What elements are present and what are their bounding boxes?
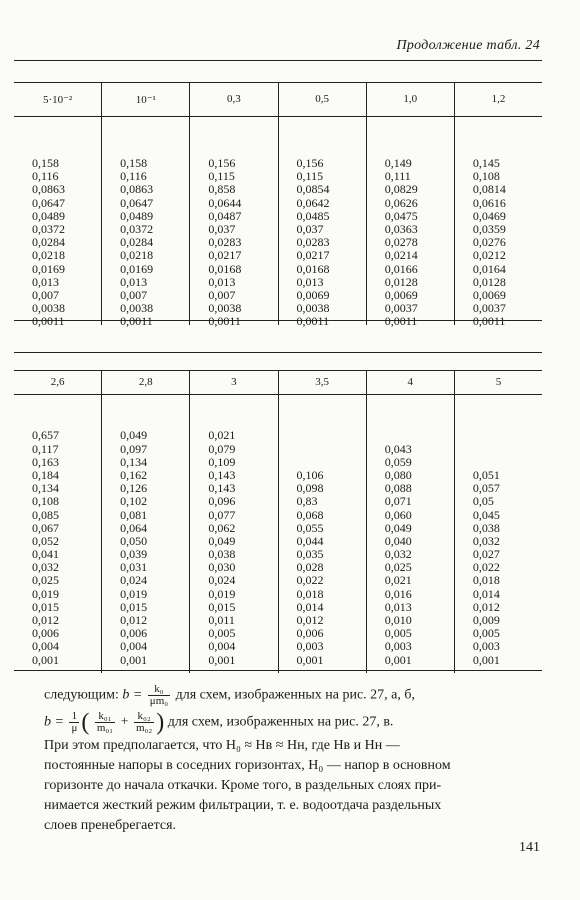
column-header: 3,5 [278, 370, 366, 394]
table-cell [279, 403, 366, 416]
table-cell: 0,0038 [32, 301, 65, 316]
paragraph-line: При этом предполагается, что H₀ ≈ Hв ≈ Hн, где Hв и Hн — [44, 738, 400, 753]
table-cell: 0,098 [296, 481, 324, 496]
column-header: 2,6 [50, 376, 65, 388]
table-cell: 0,102 [120, 494, 148, 509]
table-cell: 0,0038 [120, 301, 154, 316]
table-cell: 0,025 [32, 573, 59, 588]
table-cell: 0,0168 [296, 261, 330, 276]
table-cell: 0,037 [296, 221, 324, 236]
table-cell: 0,059 [384, 454, 412, 469]
table-cell: 0,001 [208, 652, 236, 667]
table-cell: 0,0644 [208, 195, 242, 210]
table-cell: 0,001 [296, 652, 324, 667]
table-upper-top-rule [14, 82, 542, 83]
table-cell: 0,014 [472, 586, 500, 601]
table-cell: 0,108 [32, 494, 59, 509]
table-cell: 0,006 [296, 626, 324, 641]
table-cell: 0,049 [384, 520, 412, 535]
table-cell [279, 416, 366, 429]
table-cell: 0,0284 [120, 235, 154, 250]
table-cell: 0,068 [296, 507, 324, 522]
table-cell [367, 416, 454, 429]
table-cell: 0,0647 [120, 195, 154, 210]
table-cell: 0,162 [120, 467, 148, 482]
paragraph-line: постоянные напоры в соседних горизонтах, H₀ — напор в основном [44, 758, 451, 773]
table-cell: 0,115 [296, 169, 324, 184]
table-cell: 0,050 [120, 533, 148, 548]
table-cell: 0,085 [32, 507, 59, 522]
table-cell: 0,0218 [32, 248, 65, 263]
table-lower [14, 370, 542, 673]
table-cell: 0,038 [472, 520, 500, 535]
table-cell: 0,041 [32, 547, 59, 562]
table-cell: 0,0642 [296, 195, 330, 210]
table-cell: 0,032 [472, 533, 500, 548]
table-cell: 0,081 [120, 507, 148, 522]
table-cell: 0,043 [384, 441, 412, 456]
table-cell: 0,0011 [472, 314, 506, 329]
table-cell: 0,0372 [120, 221, 154, 236]
table-cell: 0,0485 [296, 208, 330, 223]
table-cell: 0,057 [472, 481, 500, 496]
column-header: 0,5 [278, 82, 366, 116]
table-cell: 0,0278 [384, 235, 418, 250]
table-cell: 0,015 [120, 599, 148, 614]
table-cell [279, 456, 366, 469]
table-cell: 0,038 [208, 547, 236, 562]
table-upper-body [14, 117, 542, 329]
table-cell: 0,021 [384, 573, 412, 588]
table-cell: 0,0038 [208, 301, 242, 316]
table-cell: 0,018 [296, 586, 324, 601]
table-cell: 0,0128 [384, 274, 418, 289]
table-cell: 0,106 [296, 467, 324, 482]
table-cell: 0,0166 [384, 261, 418, 276]
table-cell: 0,0647 [32, 195, 65, 210]
paragraph-line: горизонте до начала откачки. Кроме того, в раздельных слоях при- [44, 778, 442, 793]
table-cell: 0,158 [32, 156, 59, 170]
table-cell: 0,013 [32, 274, 59, 289]
table-cell: 0,0863 [32, 182, 65, 197]
table-column [366, 117, 454, 329]
table-cell: 0,0863 [120, 182, 154, 197]
table-cell: 0,001 [384, 652, 412, 667]
table-cell: 0,025 [384, 560, 412, 575]
table-cell: 0,049 [208, 533, 236, 548]
table-cell: 0,031 [120, 560, 148, 575]
table-cell: 0,0284 [32, 235, 65, 250]
table-lower-top-rule [14, 370, 542, 371]
table-cell: 0,027 [472, 547, 500, 562]
page-number: 141 [519, 840, 540, 855]
table-cell: 0,088 [384, 481, 412, 496]
table-cell: 0,0011 [384, 314, 418, 329]
table-cell [279, 429, 366, 442]
table-cell: 0,062 [208, 520, 236, 535]
table-cell: 0,149 [384, 156, 412, 170]
table-cell: 0,022 [472, 560, 500, 575]
table-cell: 0,040 [384, 533, 412, 548]
table-column [14, 395, 101, 673]
table-cell: 0,080 [384, 467, 412, 482]
table-cell: 0,016 [384, 586, 412, 601]
table-cell: 0,006 [32, 626, 59, 641]
table-column [189, 395, 277, 673]
table-column [189, 117, 277, 329]
table-cell: 0,184 [32, 467, 59, 482]
column-header: 5·10⁻² [42, 93, 73, 106]
table-cell: 0,0214 [384, 248, 418, 263]
table-cell: 0,001 [32, 652, 59, 667]
table-column [454, 395, 542, 673]
table-cell: 0,012 [472, 599, 500, 614]
table-cell: 0,143 [208, 481, 236, 496]
table-cell [190, 403, 277, 416]
table-cell: 0,030 [208, 560, 236, 575]
table-cell: 0,012 [120, 613, 148, 627]
table-cell: 0,0037 [472, 301, 506, 316]
table-cell: 0,126 [120, 481, 148, 496]
table-cell: 0,158 [120, 156, 148, 170]
table-cell: 0,004 [208, 639, 236, 654]
table-column [278, 117, 366, 329]
table-cell [455, 403, 542, 416]
table-column [101, 117, 189, 329]
table-cell: 0,010 [384, 613, 412, 627]
table-upper-header [14, 82, 542, 117]
table-cell: 0,0359 [472, 221, 506, 236]
table-cell: 0,0372 [32, 221, 65, 236]
table-cell: 0,049 [120, 428, 148, 443]
column-header: 0,3 [189, 82, 277, 116]
table-cell: 0,004 [32, 639, 59, 654]
table-cell: 0,003 [296, 639, 324, 654]
column-header: 2,8 [101, 370, 189, 394]
table-cell: 0,003 [384, 639, 412, 654]
table-cell: 0,028 [296, 560, 324, 575]
column-header: 5 [454, 370, 542, 394]
table-cell: 0,018 [472, 573, 500, 588]
table-cell: 0,143 [208, 467, 236, 482]
table-cell: 0,134 [32, 481, 59, 496]
table-cell: 0,044 [296, 533, 324, 548]
table-cell: 0,013 [384, 599, 412, 614]
table-cell: 0,013 [296, 274, 324, 289]
table-cell [367, 403, 454, 416]
table-cell: 0,0169 [32, 261, 65, 276]
table-cell: 0,019 [120, 586, 148, 601]
table-cell: 0,0069 [384, 287, 418, 302]
table-cell: 0,007 [208, 287, 236, 302]
table-cell [279, 443, 366, 456]
table-lower-bottom-rule [14, 670, 542, 671]
table-upper-bottom-rule [14, 320, 542, 321]
table-cell: 0,055 [296, 520, 324, 535]
table-cell: 0,0011 [208, 314, 241, 329]
table-lower-body [14, 395, 542, 673]
paragraph-line: слоев пренебрегается. [44, 818, 177, 833]
table-cell: 0,0626 [384, 195, 418, 210]
table-cell: 0,0212 [472, 248, 506, 263]
table-cell: 0,0283 [296, 235, 330, 250]
table-cell: 0,0217 [296, 248, 330, 263]
table-cell: 0,858 [208, 182, 236, 197]
table-cell: 0,0038 [296, 301, 330, 316]
table-cell: 0,156 [296, 156, 324, 170]
table-cell: 0,097 [120, 441, 148, 456]
table-column [101, 395, 189, 673]
fraction-k0-mu-m0: $\frac{\text{k₀}}{\text{μm₀}}$ [149, 683, 169, 707]
column-header: 3 [189, 370, 277, 394]
table-cell: 0,079 [208, 441, 236, 456]
column-header: 10⁻¹ [101, 82, 189, 116]
table-upper [14, 82, 542, 329]
table-cell: 0,005 [472, 626, 500, 641]
table-cell [455, 443, 542, 456]
table-cell: 0,0829 [384, 182, 418, 197]
table-cell [455, 456, 542, 469]
table-cell [102, 403, 189, 416]
table-cell: 0,021 [208, 428, 236, 443]
table-column [366, 395, 454, 673]
table-cell: 0,0164 [472, 261, 506, 276]
table-cell: 0,0363 [384, 221, 418, 236]
table-cell: 0,0128 [472, 274, 506, 289]
table-cell: 0,051 [472, 467, 500, 482]
table-cell: 0,0487 [208, 208, 242, 223]
table-cell: 0,83 [296, 494, 318, 509]
table-cell: 0,019 [208, 586, 236, 601]
table-cell: 0,108 [472, 169, 500, 184]
table-cell: 0,067 [32, 520, 59, 535]
table-cell: 0,060 [384, 507, 412, 522]
table-cell: 0,0169 [120, 261, 154, 276]
table-cell: 0,0276 [472, 235, 506, 250]
table-cell: 0,012 [32, 613, 59, 627]
table-cell: 0,0011 [120, 314, 153, 329]
table-cell: 0,05 [472, 494, 494, 509]
column-header: 1,2 [454, 82, 542, 116]
table-cell: 0,003 [472, 639, 500, 654]
table-cell: 0,011 [208, 613, 235, 627]
table-cell: 0,012 [296, 613, 324, 627]
table-cell: 0,007 [32, 287, 59, 302]
table-cell [367, 429, 454, 442]
table-cell: 0,013 [208, 274, 236, 289]
table-cell: 0,039 [120, 547, 148, 562]
table-cell: 0,064 [120, 520, 148, 535]
table-lower-header [14, 370, 542, 395]
table-cell: 0,005 [384, 626, 412, 641]
table-cell: 0,045 [472, 507, 500, 522]
table-cell [455, 429, 542, 442]
table-cell: 0,0616 [472, 195, 506, 210]
table-cell: 0,134 [120, 454, 148, 469]
table-cell: 0,0069 [472, 287, 506, 302]
table-cell: 0,052 [32, 533, 59, 548]
table-cell: 0,0217 [208, 248, 242, 263]
paragraph-line: нимается жесткий режим фильтрации, т. е. водоотдача раздельных [44, 798, 442, 813]
table-cell: 0,032 [32, 560, 59, 575]
table-cell: 0,0069 [296, 287, 330, 302]
table-cell: 0,657 [32, 428, 59, 443]
table-cell: 0,001 [472, 652, 500, 667]
table-cell: 0,0168 [208, 261, 242, 276]
table-cell: 0,116 [120, 169, 147, 184]
table-cell: 0,0011 [32, 314, 65, 329]
table-cell: 0,116 [32, 169, 59, 184]
table-cell: 0,014 [296, 599, 324, 614]
column-header: 4 [366, 370, 454, 394]
table-cell: 0,117 [32, 441, 59, 456]
table-column [278, 395, 366, 673]
table-cell: 0,077 [208, 507, 236, 522]
table-cell: 0,035 [296, 547, 324, 562]
column-header: 1,0 [366, 82, 454, 116]
table-cell: 0,015 [32, 599, 59, 614]
table-cell: 0,109 [208, 454, 236, 469]
table-column [454, 117, 542, 329]
table-cell: 0,032 [384, 547, 412, 562]
table-cell: 0,0814 [472, 182, 506, 197]
table-column [14, 117, 101, 329]
table-cell: 0,163 [32, 454, 59, 469]
table-cell: 0,015 [208, 599, 236, 614]
table-cell: 0,0489 [120, 208, 154, 223]
table-cell: 0,004 [120, 639, 148, 654]
table-cell: 0,037 [208, 221, 236, 236]
table-cell: 0,013 [120, 274, 148, 289]
table-cell: 0,0489 [32, 208, 65, 223]
table-cell: 0,024 [208, 573, 236, 588]
table-cell: 0,007 [120, 287, 148, 302]
top-rule [14, 60, 542, 61]
table-cell: 0,019 [32, 586, 59, 601]
table-cell: 0,005 [208, 626, 236, 641]
table-cell: 0,001 [120, 652, 148, 667]
table-cell: 0,071 [384, 494, 412, 509]
table-cell [14, 403, 101, 416]
table-cell: 0,0037 [384, 301, 418, 316]
table-cell: 0,115 [208, 169, 235, 184]
table-cell: 0,0011 [296, 314, 330, 329]
table-lower-lead-rule [14, 352, 542, 353]
table-cell: 0,009 [472, 613, 500, 627]
table-cell: 0,0283 [208, 235, 242, 250]
table-cell: 0,145 [472, 156, 500, 170]
running-head: Продолжение табл. 24 [396, 38, 540, 53]
table-cell: 0,0475 [384, 208, 418, 223]
table-cell: 0,024 [120, 573, 148, 588]
body-text [44, 684, 544, 836]
table-cell: 0,096 [208, 494, 236, 509]
table-cell: 0,0854 [296, 182, 330, 197]
table-cell: 0,006 [120, 626, 148, 641]
table-cell: 0,111 [384, 169, 411, 184]
table-cell: 0,156 [208, 156, 236, 170]
table-cell: 0,022 [296, 573, 324, 588]
formula-line-2: b = $\frac{1}{\mu}$ ( $\frac{\text{k₀₁}}{\text{m₀₁}}$ + $\frac{\text{k₀₂}}{\text{m₀₂}}$ ) для схем, изображенных на рис. 27, в. [44, 709, 394, 736]
table-cell [455, 416, 542, 429]
formula-line-1: следующим: b = $\frac{\text{k₀}}{\text{μm₀}}$ для схем, изображенных на рис. 27, а, б, [44, 683, 416, 707]
table-cell: 0,0218 [120, 248, 154, 263]
table-cell: 0,0469 [472, 208, 506, 223]
